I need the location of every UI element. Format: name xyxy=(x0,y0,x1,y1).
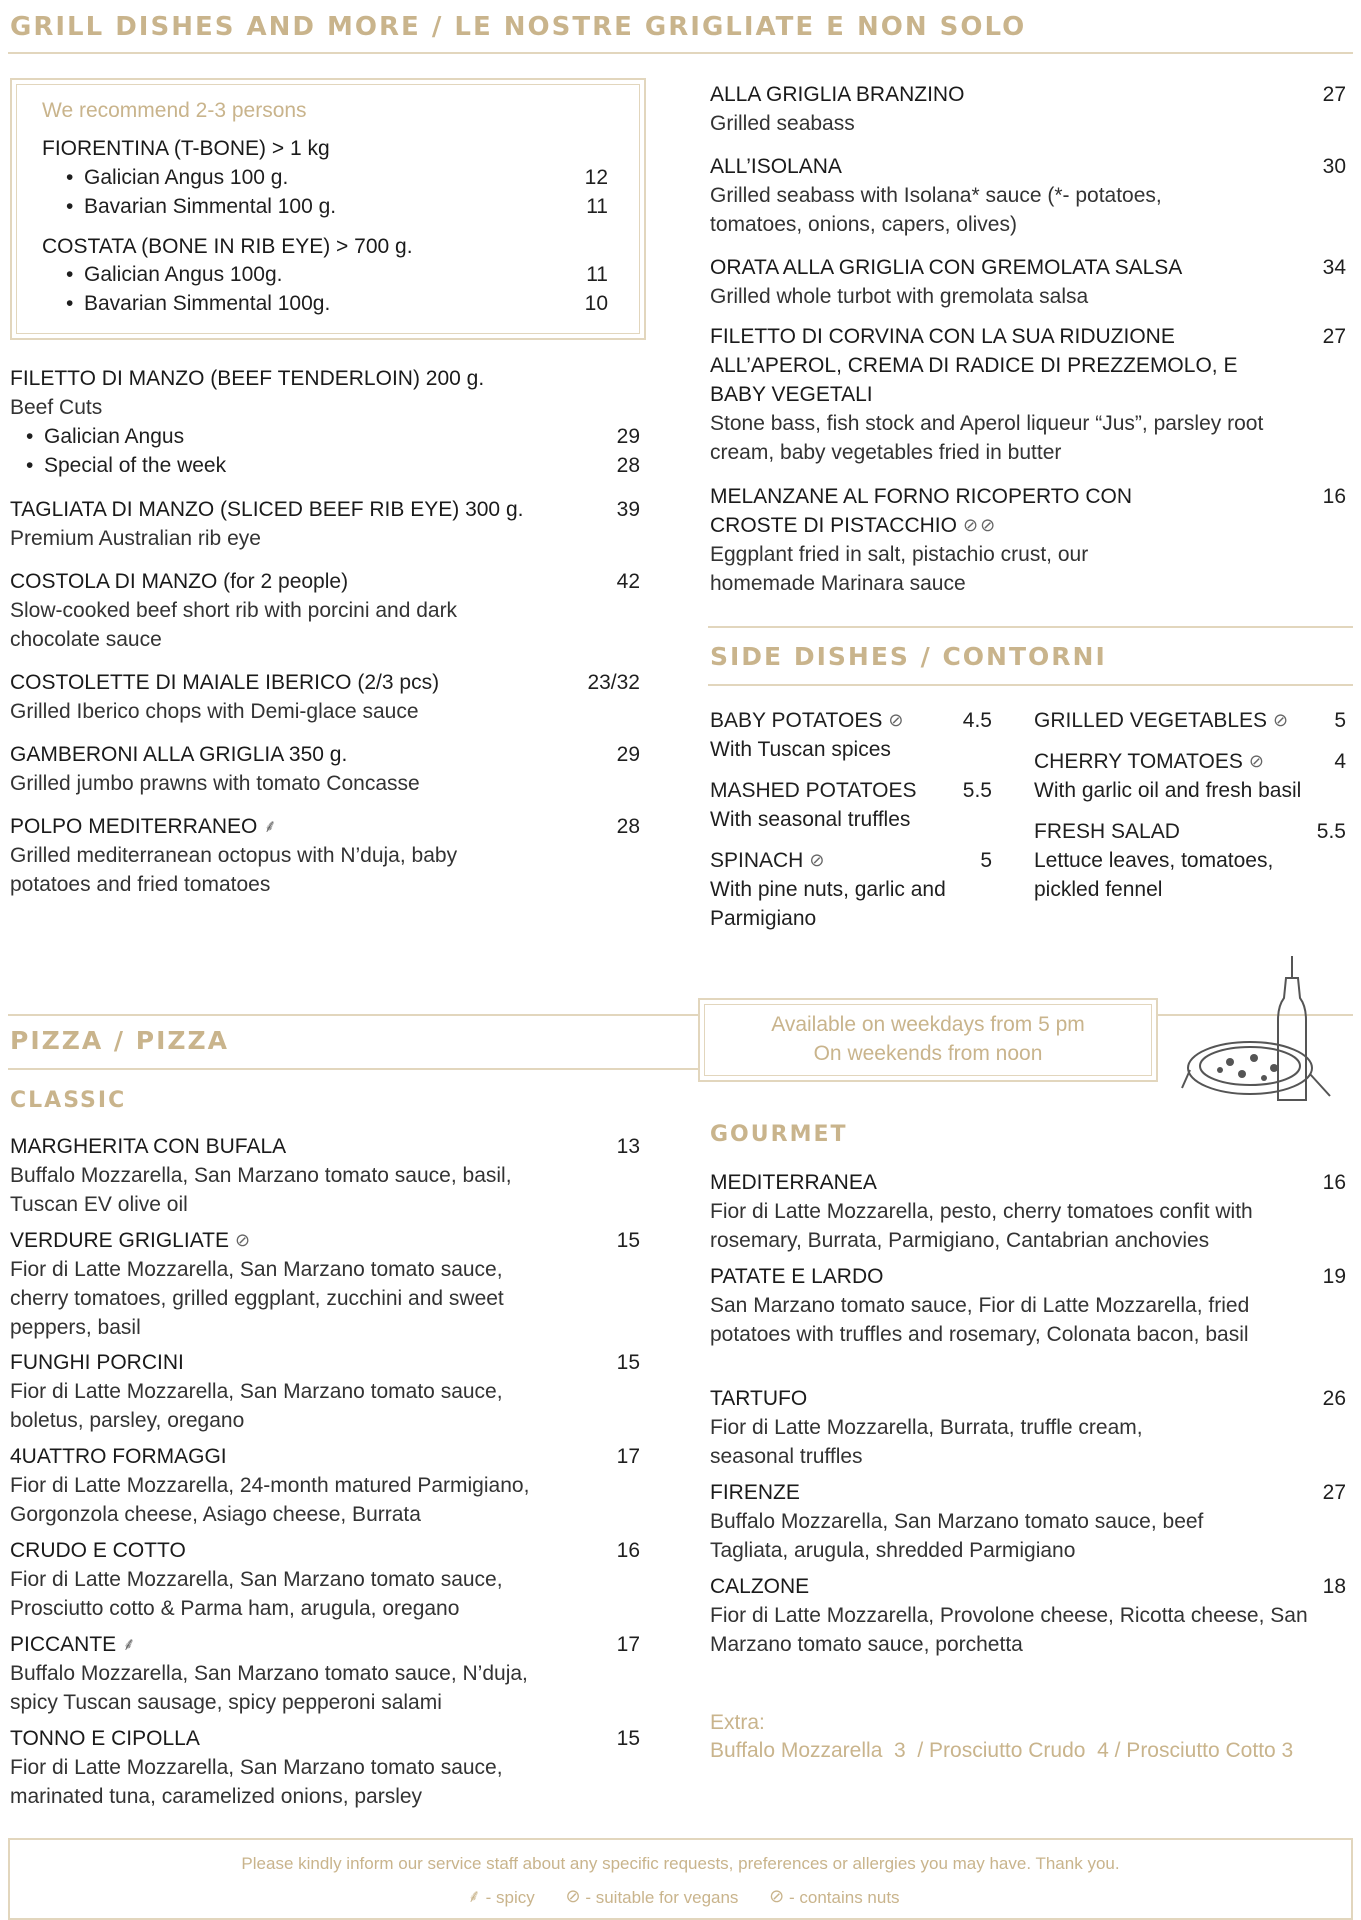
price: 15 xyxy=(616,1229,640,1252)
price: 5 xyxy=(980,849,992,872)
fiorentina-option: • Galician Angus 100 g. xyxy=(58,163,618,192)
price: 16 xyxy=(1322,485,1346,508)
price: 27 xyxy=(1322,1481,1346,1504)
item-desc: Eggplant fried in salt, pistachio crust, our homemade Marinara sauce xyxy=(710,543,1089,595)
price: 13 xyxy=(616,1135,640,1158)
item-name: FUNGHI PORCINI xyxy=(10,1351,184,1374)
fiorentina-option: • Bavarian Simmental 100 g. xyxy=(58,192,618,221)
cut-option: • Special of the week xyxy=(18,451,630,480)
price: 26 xyxy=(1322,1387,1346,1410)
item-name: FRESH SALAD xyxy=(1034,820,1180,843)
price: 18 xyxy=(1322,1575,1346,1598)
pizza-item xyxy=(10,1442,610,1529)
item-desc: Stone bass, fish stock and Aperol liqueur “Jus”, parsley root cream, baby vegetables fried in butter xyxy=(710,412,1264,464)
side-item xyxy=(1034,817,1294,904)
item-desc: Fior di Latte Mozzarella, pesto, cherry tomatoes confit with rosemary, Burrata, Parmigiano, Cantabrian anchovies xyxy=(710,1200,1253,1252)
extra-options: Buffalo Mozzarella 3 / Prosciutto Crudo 4 / Prosciutto Cotto 3 xyxy=(710,1739,1294,1762)
price: 17 xyxy=(616,1445,640,1468)
pizza-item xyxy=(710,1384,1270,1471)
price: 4.5 xyxy=(962,709,992,732)
pizza-illustration xyxy=(1180,950,1350,1120)
item-name: TARTUFO xyxy=(710,1387,808,1410)
costata-option: • Bavarian Simmental 100g. xyxy=(58,289,618,318)
item-name: POLPO MEDITERRANEO xyxy=(10,815,258,838)
menu-item xyxy=(10,812,480,899)
gourmet-subtitle: GOURMET xyxy=(710,1122,848,1147)
sides-title-rule xyxy=(708,684,1353,686)
chili-icon: ⸙ xyxy=(122,1634,136,1654)
item-desc: Grilled whole turbot with gremolata salsa xyxy=(710,285,1089,308)
price: 5.5 xyxy=(962,779,992,802)
sides-title-top-rule xyxy=(708,626,1353,628)
item-desc: Fior di Latte Mozzarella, San Marzano tomato sauce, cherry tomatoes, grilled eggplant, zucchini and sweet peppers, basil xyxy=(10,1258,504,1339)
item-desc: With pine nuts, garlic and Parmigiano xyxy=(710,878,946,930)
pizza-item xyxy=(10,1724,570,1811)
grill-title-rule xyxy=(8,52,1353,54)
price: 11 xyxy=(586,195,608,218)
item-desc: San Marzano tomato sauce, Fior di Latte Mozzarella, fried potatoes with truffles and rosemary, Colonata bacon, basil xyxy=(710,1294,1250,1346)
leaf-icon: ⊘ xyxy=(1248,751,1264,771)
legend-label: - suitable for vegans xyxy=(585,1888,739,1907)
leaf-icon: ⊘ xyxy=(962,515,979,535)
fiorentina-title: FIORENTINA (T-BONE) > 1 kg xyxy=(42,137,330,160)
item-desc: Grilled seabass xyxy=(710,112,855,135)
item-name: VERDURE GRIGLIATE xyxy=(10,1229,229,1252)
item-name: ALL’ISOLANA xyxy=(710,155,842,178)
item-desc: Slow-cooked beef short rib with porcini and dark chocolate sauce xyxy=(10,599,458,651)
item-name: CALZONE xyxy=(710,1575,810,1598)
item-name: PATATE E LARDO xyxy=(710,1265,884,1288)
costata-option: • Galician Angus 100g. xyxy=(58,260,618,289)
price: 15 xyxy=(616,1727,640,1750)
item-desc: Fior di Latte Mozzarella, San Marzano tomato sauce, boletus, parsley, oregano xyxy=(10,1380,503,1432)
item-name: MARGHERITA CON BUFALA xyxy=(10,1135,287,1158)
item-desc: Fior di Latte Mozzarella, Burrata, truffle cream, seasonal truffles xyxy=(710,1416,1143,1468)
costata-title: COSTATA (BONE IN RIB EYE) > 700 g. xyxy=(42,235,413,258)
legend-label: - spicy xyxy=(485,1888,535,1907)
pizza-item xyxy=(710,1262,1270,1349)
item-name: FILETTO DI CORVINA CON LA SUA RIDUZIONE ALL’APEROL, CREMA DI RADICE DI PREZZEMOLO, E BABY VEGETALI xyxy=(710,325,1238,406)
price: 30 xyxy=(1322,155,1346,178)
price: 23/32 xyxy=(587,671,640,694)
leaf-icon: ⊘ xyxy=(1273,710,1289,730)
price: 19 xyxy=(1322,1265,1346,1288)
cut-option: • Galician Angus xyxy=(18,422,630,451)
item-name: MASHED POTATOES xyxy=(710,779,917,802)
item-name: ALLA GRIGLIA BRANZINO xyxy=(710,83,965,106)
item-desc: Fior di Latte Mozzarella, San Marzano tomato sauce, marinated tuna, caramelized onions, parsley xyxy=(10,1756,503,1808)
allergy-note: Please kindly inform our service staff about any specific requests, preferences or allergies you may have. Thank you. xyxy=(241,1854,1120,1873)
price: 39 xyxy=(616,498,640,521)
menu-item xyxy=(710,253,1270,311)
price: 12 xyxy=(584,166,608,189)
menu-item xyxy=(710,152,1210,239)
item-desc: Buffalo Mozzarella, San Marzano tomato sauce, beef Tagliata, arugula, shredded Parmigiano xyxy=(710,1510,1204,1562)
leaf-icon: ⊘ xyxy=(565,1886,581,1906)
item-desc: Grilled jumbo prawns with tomato Concasse xyxy=(10,772,420,795)
costata-list xyxy=(58,260,618,318)
chili-icon: ⸙ xyxy=(263,816,277,836)
item-desc: Grilled Iberico chops with Demi-glace sauce xyxy=(10,700,419,723)
price: 34 xyxy=(1322,256,1346,279)
price: 27 xyxy=(1322,83,1346,106)
item-name: PICCANTE xyxy=(10,1633,117,1656)
item-desc: With garlic oil and fresh basil xyxy=(1034,779,1302,802)
item-note: (for 2 people) xyxy=(217,570,349,593)
item-name: CRUDO E COTTO xyxy=(10,1539,186,1562)
item-desc: Grilled seabass with Isolana* sauce (*- potatoes, tomatoes, onions, capers, olives) xyxy=(710,184,1162,236)
menu-item xyxy=(10,668,550,726)
item-name: CHERRY TOMATOES xyxy=(1034,750,1243,773)
price: 42 xyxy=(616,570,640,593)
item-desc: Buffalo Mozzarella, San Marzano tomato sauce, N’duja, spicy Tuscan sausage, spicy pepperoni salami xyxy=(10,1662,528,1714)
item-name: 4UATTRO FORMAGGI xyxy=(10,1445,227,1468)
item-name: FILETTO DI MANZO (BEEF TENDERLOIN) 200 g. xyxy=(10,367,485,390)
nut-icon: ⊘ xyxy=(809,850,825,870)
filetto-di-manzo xyxy=(10,364,630,480)
pizza-item xyxy=(10,1132,610,1219)
item-name: SPINACH xyxy=(710,849,804,872)
pizza-item xyxy=(710,1572,1310,1659)
price: 15 xyxy=(616,1351,640,1374)
fiorentina-list xyxy=(58,163,618,221)
item-name: FIRENZE xyxy=(710,1481,800,1504)
item-name: COSTOLA DI MANZO xyxy=(10,570,218,593)
leaf-icon: ⊘ xyxy=(888,710,904,730)
item-desc: Fior di Latte Mozzarella, 24-month matured Parmigiano, Gorgonzola cheese, Asiago cheese, Burrata xyxy=(10,1474,530,1526)
pizza-item xyxy=(10,1226,570,1342)
item-desc: With Tuscan spices xyxy=(710,738,891,761)
grill-section-title: GRILL DISHES AND MORE / LE NOSTRE GRIGLIATE E NON SOLO xyxy=(10,12,1027,42)
item-name: GRILLED VEGETABLES xyxy=(1034,709,1268,732)
menu-item xyxy=(10,740,550,798)
item-name: ORATA ALLA GRIGLIA CON GREMOLATA SALSA xyxy=(710,256,1183,279)
item-note: (2/3 pcs) xyxy=(351,671,440,694)
availability-weekends: On weekends from noon xyxy=(813,1042,1043,1065)
menu-item xyxy=(10,567,530,654)
legend-row xyxy=(8,1884,1353,1908)
item-desc: Fior di Latte Mozzarella, San Marzano tomato sauce, Prosciutto cotto & Parma ham, arugula, oregano xyxy=(10,1568,503,1620)
price: 29 xyxy=(616,425,640,448)
extra-title: Extra: xyxy=(710,1711,765,1734)
item-name: TONNO E CIPOLLA xyxy=(10,1727,200,1750)
item-desc: Beef Cuts xyxy=(10,396,103,419)
item-desc: Grilled mediterranean octopus with N’duja, baby potatoes and fried tomatoes xyxy=(10,844,458,896)
legend-label: - contains nuts xyxy=(789,1888,900,1907)
menu-item xyxy=(10,495,570,553)
chili-icon: ⸙ xyxy=(467,1886,481,1906)
price: 4 xyxy=(1334,750,1346,773)
pizza-section-title: PIZZA / PIZZA xyxy=(10,1026,229,1055)
nut-icon: ⊘ xyxy=(769,1886,785,1906)
nut-icon: ⊘ xyxy=(980,515,996,535)
price: 29 xyxy=(616,743,640,766)
menu-item xyxy=(710,322,1270,467)
pizza-item xyxy=(10,1348,570,1435)
price: 10 xyxy=(584,292,608,315)
price: 17 xyxy=(616,1633,640,1656)
price: 11 xyxy=(586,263,608,286)
pizza-item xyxy=(10,1536,570,1623)
pizza-item xyxy=(10,1630,590,1717)
item-name: MELANZANE AL FORNO RICOPERTO CON CROSTE DI PISTACCHIO xyxy=(710,485,1133,537)
item-desc: Buffalo Mozzarella, San Marzano tomato sauce, basil, Tuscan EV olive oil xyxy=(10,1164,512,1216)
menu-item xyxy=(710,80,1270,138)
price: 5.5 xyxy=(1316,820,1346,843)
item-name: BABY POTATOES xyxy=(710,709,883,732)
item-name: TAGLIATA DI MANZO (SLICED BEEF RIB EYE) 300 g. xyxy=(10,498,524,521)
pizza-item xyxy=(710,1168,1310,1255)
side-item xyxy=(1034,747,1334,805)
recommend-note: We recommend 2-3 persons xyxy=(42,99,307,122)
price: 16 xyxy=(616,1539,640,1562)
leaf-icon: ⊘ xyxy=(234,1230,251,1250)
pizza-item xyxy=(710,1478,1270,1565)
price: 28 xyxy=(616,815,640,838)
price: 5 xyxy=(1334,709,1346,732)
item-name: GAMBERONI ALLA GRIGLIA 350 g. xyxy=(10,743,348,766)
item-desc: Premium Australian rib eye xyxy=(10,527,261,550)
item-desc: Lettuce leaves, tomatoes, pickled fennel xyxy=(1034,849,1274,901)
classic-subtitle: CLASSIC xyxy=(10,1088,127,1113)
sides-section-title: SIDE DISHES / CONTORNI xyxy=(710,642,1107,671)
side-item xyxy=(1034,706,1324,735)
availability-weekdays: Available on weekdays from 5 pm xyxy=(771,1013,1085,1036)
menu-item xyxy=(710,482,1140,598)
pizza-title-rule xyxy=(8,1068,698,1070)
item-name: MEDITERRANEA xyxy=(710,1171,877,1194)
price: 16 xyxy=(1322,1171,1346,1194)
item-desc: With seasonal truffles xyxy=(710,808,911,831)
price: 28 xyxy=(616,454,640,477)
price: 27 xyxy=(1322,325,1346,348)
item-name: COSTOLETTE DI MAIALE IBERICO xyxy=(10,671,352,694)
item-desc: Fior di Latte Mozzarella, Provolone cheese, Ricotta cheese, San Marzano tomato sauce, porchetta xyxy=(710,1604,1308,1656)
